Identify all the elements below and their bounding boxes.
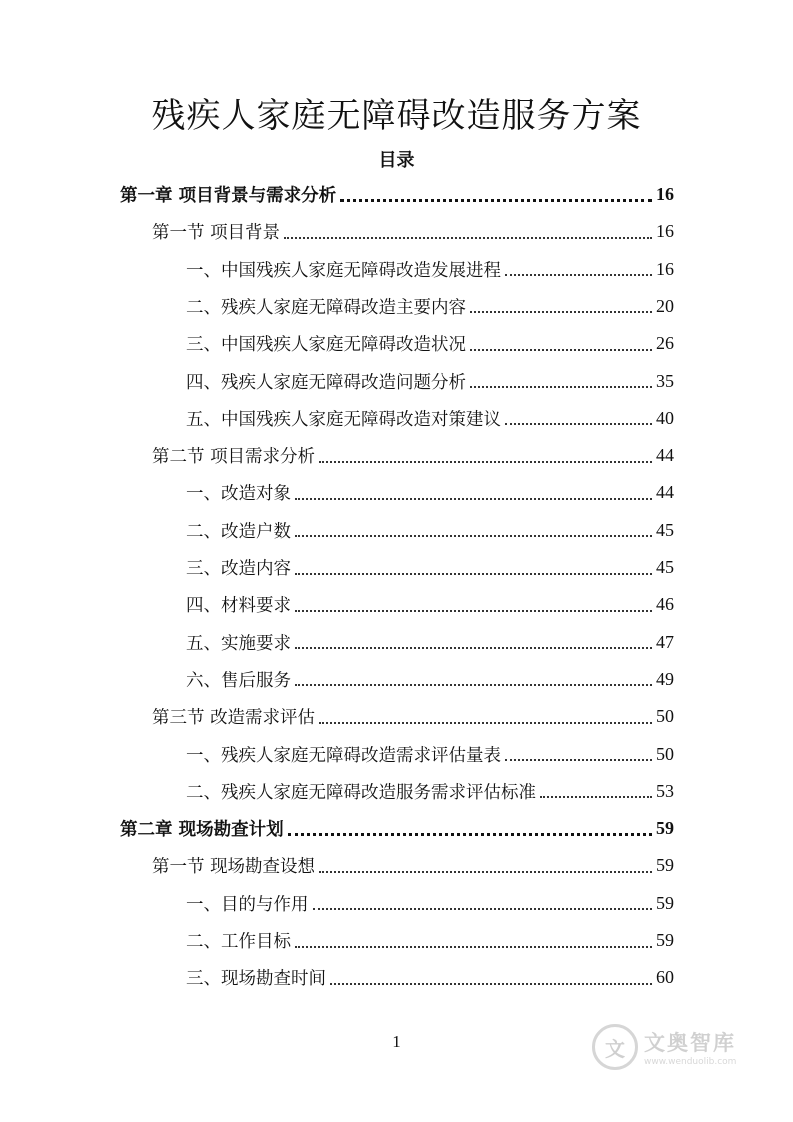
toc-leader-dots	[284, 237, 652, 239]
toc-entry[interactable]	[186, 624, 674, 661]
toc-entry-page: 50	[656, 706, 674, 727]
toc-entry-page: 45	[656, 519, 674, 540]
watermark-name: 文奥智库	[644, 1031, 736, 1055]
toc-entry-page: 50	[656, 743, 674, 764]
toc-entry-label: 五、实施要求	[186, 633, 291, 654]
toc-leader-dots	[295, 647, 652, 649]
toc-entry-label: 四、残疾人家庭无障碍改造问题分析	[186, 372, 466, 393]
toc-entry[interactable]	[120, 176, 674, 213]
toc-entry-label: 第二节 项目需求分析	[152, 447, 316, 468]
toc-leader-dots	[295, 535, 652, 537]
toc-entry-page: 59	[656, 930, 674, 950]
toc-leader-dots	[505, 423, 652, 425]
toc-leader-dots	[319, 871, 652, 873]
toc-entry-page: 20	[656, 295, 674, 316]
watermark-url: www.wenduolib.com	[644, 1057, 737, 1067]
toc-entry[interactable]	[186, 922, 674, 959]
document-title: 残疾人家庭无障碍改造服务方案	[151, 96, 642, 136]
toc-entry[interactable]	[186, 325, 674, 362]
toc-entry-label: 三、现场勘查时间	[186, 969, 326, 990]
toc-entry-label: 第二章 现场勘查计划	[120, 820, 284, 841]
toc-entry-label: 一、中国残疾人家庭无障碍改造发展进程	[186, 260, 501, 281]
toc-entry[interactable]	[152, 847, 674, 884]
toc-entry[interactable]	[186, 512, 674, 549]
toc-entry[interactable]	[186, 959, 674, 996]
toc-entry-label: 一、残疾人家庭无障碍改造需求评估量表	[186, 745, 501, 766]
toc-leader-dots	[505, 759, 652, 761]
toc-leader-dots	[295, 498, 652, 500]
toc-entry-page: 53	[656, 780, 674, 801]
toc-leader-dots	[288, 833, 652, 836]
toc-entry[interactable]	[186, 251, 674, 288]
toc-entry-page: 45	[656, 557, 674, 577]
toc-entry-page: 44	[656, 445, 674, 466]
toc-entry[interactable]	[186, 586, 674, 623]
toc-entry-label: 四、材料要求	[186, 596, 291, 617]
toc-entry[interactable]	[186, 363, 674, 400]
toc-leader-dots	[295, 610, 652, 612]
toc-entry-page: 16	[656, 221, 674, 242]
toc-leader-dots	[470, 386, 652, 388]
toc-entry-label: 二、工作目标	[186, 932, 291, 952]
toc-entry[interactable]	[152, 213, 674, 250]
toc-entry-page: 26	[656, 333, 674, 354]
toc-entry[interactable]	[120, 810, 674, 847]
toc-leader-dots	[330, 983, 652, 985]
toc-entry[interactable]	[186, 885, 674, 922]
toc-entry-label: 第一章 项目背景与需求分析	[120, 186, 337, 206]
toc-entry[interactable]	[186, 773, 674, 810]
toc-leader-dots	[319, 461, 652, 463]
toc-entry-page: 60	[656, 967, 674, 988]
toc-entry-label: 三、中国残疾人家庭无障碍改造状况	[186, 335, 466, 356]
toc-entry-label: 六、售后服务	[186, 670, 291, 691]
toc-entry-page: 59	[656, 892, 674, 913]
toc-entry-label: 二、改造户数	[186, 521, 291, 542]
toc-entry-label: 第三节 改造需求评估	[152, 708, 316, 729]
toc-entry-page: 16	[656, 258, 674, 279]
toc-leader-dots	[313, 908, 653, 910]
toc-entry-page: 49	[656, 668, 674, 689]
toc-entry-page: 44	[656, 482, 674, 503]
toc-entry[interactable]	[186, 474, 674, 511]
toc-entry[interactable]	[152, 698, 674, 735]
toc-entry[interactable]	[186, 288, 674, 325]
toc-entry[interactable]	[186, 400, 674, 437]
page-number: 1	[392, 1032, 401, 1051]
toc-leader-dots	[470, 311, 652, 313]
toc-entry-label: 第一节 现场勘查设想	[152, 857, 316, 878]
toc-leader-dots	[319, 722, 652, 724]
toc-entry-page: 35	[656, 370, 674, 391]
toc-entry-label: 五、中国残疾人家庭无障碍改造对策建议	[186, 409, 501, 430]
toc-leader-dots	[295, 684, 652, 686]
toc-leader-dots	[470, 349, 652, 351]
toc-leader-dots	[505, 274, 652, 276]
toc-entry-page: 47	[656, 631, 674, 652]
toc-heading: 目录	[378, 150, 415, 171]
toc-leader-dots	[340, 199, 652, 202]
toc-entry-label: 第一节 项目背景	[152, 223, 281, 244]
toc-entry-label: 二、残疾人家庭无障碍改造服务需求评估标准	[186, 782, 536, 803]
watermark-logo-icon: 文	[592, 1024, 638, 1070]
toc-leader-dots	[540, 796, 652, 798]
toc-entry-label: 三、改造内容	[186, 559, 291, 579]
toc-entry-page: 59	[656, 855, 674, 876]
toc-entry-page: 40	[656, 407, 674, 428]
toc-entry-label: 二、残疾人家庭无障碍改造主要内容	[186, 297, 466, 318]
toc-entry-label: 一、改造对象	[186, 484, 291, 505]
toc-entry[interactable]	[152, 437, 674, 474]
toc-entry[interactable]	[186, 736, 674, 773]
toc-entry-page: 46	[656, 594, 674, 615]
toc-entry[interactable]	[186, 549, 674, 586]
toc-entry-label: 一、目的与作用	[186, 894, 309, 915]
toc-leader-dots	[295, 573, 652, 575]
watermark	[592, 1020, 772, 1074]
toc-leader-dots	[295, 946, 652, 948]
toc-entry[interactable]	[186, 661, 674, 698]
toc-entry-page: 59	[656, 818, 674, 839]
toc-entry-page: 16	[656, 184, 674, 204]
